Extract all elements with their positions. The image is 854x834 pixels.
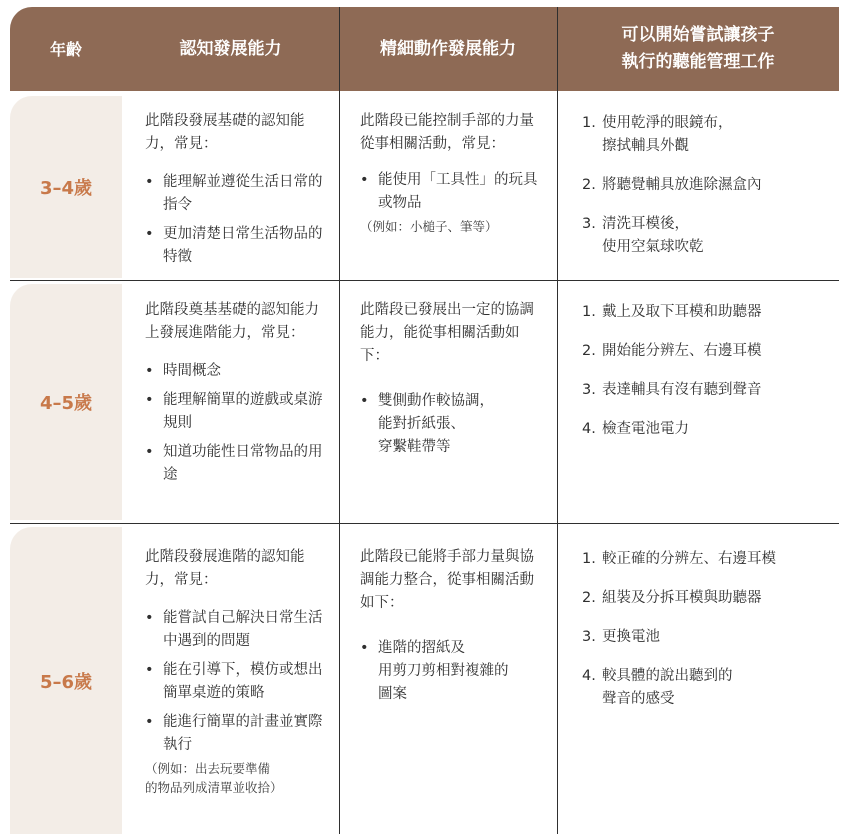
list-item: 2. 將聽覺輔具放進除濕盒內 <box>582 177 762 193</box>
row3-fine-motor-intro: 此階段已能將手部力量與協調能力整合，從事相關活動如下： <box>360 549 534 611</box>
age-label-5-6: 5–6歲 <box>10 527 122 834</box>
list-item: 4. 檢查電池電力 <box>582 421 689 437</box>
header-tasks <box>557 7 839 91</box>
list-item: • 知道功能性日常物品的用途 <box>145 441 325 487</box>
row1-fine-motor-intro: 此階段已能控制手部的力量從事相關活動，常見： <box>360 113 534 152</box>
list-item: 4. 較具體的說出聽到的 聲音的感受 <box>582 668 733 707</box>
row3-cognitive-note: （例如：出去玩要準備 的物品列成清單並收拾） <box>145 761 283 795</box>
row1-cognitive-intro: 此階段發展基礎的認知能力，常見： <box>145 113 305 152</box>
row3-fine-motor <box>360 546 542 712</box>
age-label-3-4: 3–4歲 <box>10 96 122 278</box>
header-cognitive: 認知發展能力 <box>179 38 282 59</box>
list-item: • 能理解並遵從生活日常的指令 <box>145 171 325 217</box>
row2-cognitive-intro: 此階段奠基基礎的認知能力上發展進階能力，常見： <box>145 302 319 341</box>
row1-fine-motor <box>360 110 542 236</box>
list-item: 2. 組裝及分拆耳模與助聽器 <box>582 590 762 606</box>
list-item: • 能使用「工具性」的玩具或物品 <box>360 169 542 215</box>
header-age: 年齡 <box>49 39 82 59</box>
list-item: 1. 使用乾淨的眼鏡布， 擦拭輔具外觀 <box>582 115 733 154</box>
row2-fine-motor-intro: 此階段已發展出一定的協調能力，能從事相關活動如下： <box>360 302 534 364</box>
column-divider <box>557 7 558 834</box>
row1-tasks <box>582 112 832 275</box>
row1-fine-motor-note: （例如：小槌子、筆等） <box>360 219 498 234</box>
list-item: 3. 更換電池 <box>582 629 660 645</box>
list-item: 2. 開始能分辨左、右邊耳模 <box>582 343 762 359</box>
list-item: 1. 較正確的分辨左、右邊耳模 <box>582 551 776 567</box>
list-item: • 能進行簡單的計畫並實際執行 <box>145 711 325 757</box>
column-divider <box>339 7 340 834</box>
header-fine-motor: 精細動作發展能力 <box>380 38 516 59</box>
list-item: 1. 戴上及取下耳模和助聽器 <box>582 304 762 320</box>
list-item: • 時間概念 <box>145 360 325 383</box>
header-tasks-line1: 可以開始嘗試讓孩子 <box>621 25 775 45</box>
header-tasks-line2: 執行的聽能管理工作 <box>621 52 775 72</box>
row3-cognitive-intro: 此階段發展進階的認知能力，常見： <box>145 549 305 588</box>
row3-tasks <box>582 548 832 727</box>
list-item: • 能在引導下，模仿或想出簡單桌遊的策略 <box>145 659 325 705</box>
row-divider <box>10 280 839 281</box>
list-item: • 雙側動作較協調， 能對折紙張、 穿繫鞋帶等 <box>360 390 542 459</box>
row1-cognitive <box>145 110 325 275</box>
list-item: 3. 表達輔具有沒有聽到聲音 <box>582 382 762 398</box>
list-item: • 能嘗試自己解決日常生活中遇到的問題 <box>145 607 325 653</box>
list-item: • 更加清楚日常生活物品的特徵 <box>145 223 325 269</box>
list-item: 3. 清洗耳模後， 使用空氣球吹乾 <box>582 216 704 255</box>
row2-tasks <box>582 301 832 457</box>
row3-cognitive <box>145 546 325 797</box>
age-label-4-5: 4–5歲 <box>10 284 122 520</box>
row2-fine-motor <box>360 299 542 465</box>
list-item: • 能理解簡單的遊戲或桌游規則 <box>145 389 325 435</box>
list-item: • 進階的摺紙及 用剪刀剪相對複雜的 圖案 <box>360 637 542 706</box>
row-divider <box>10 523 839 524</box>
row2-cognitive <box>145 299 325 493</box>
